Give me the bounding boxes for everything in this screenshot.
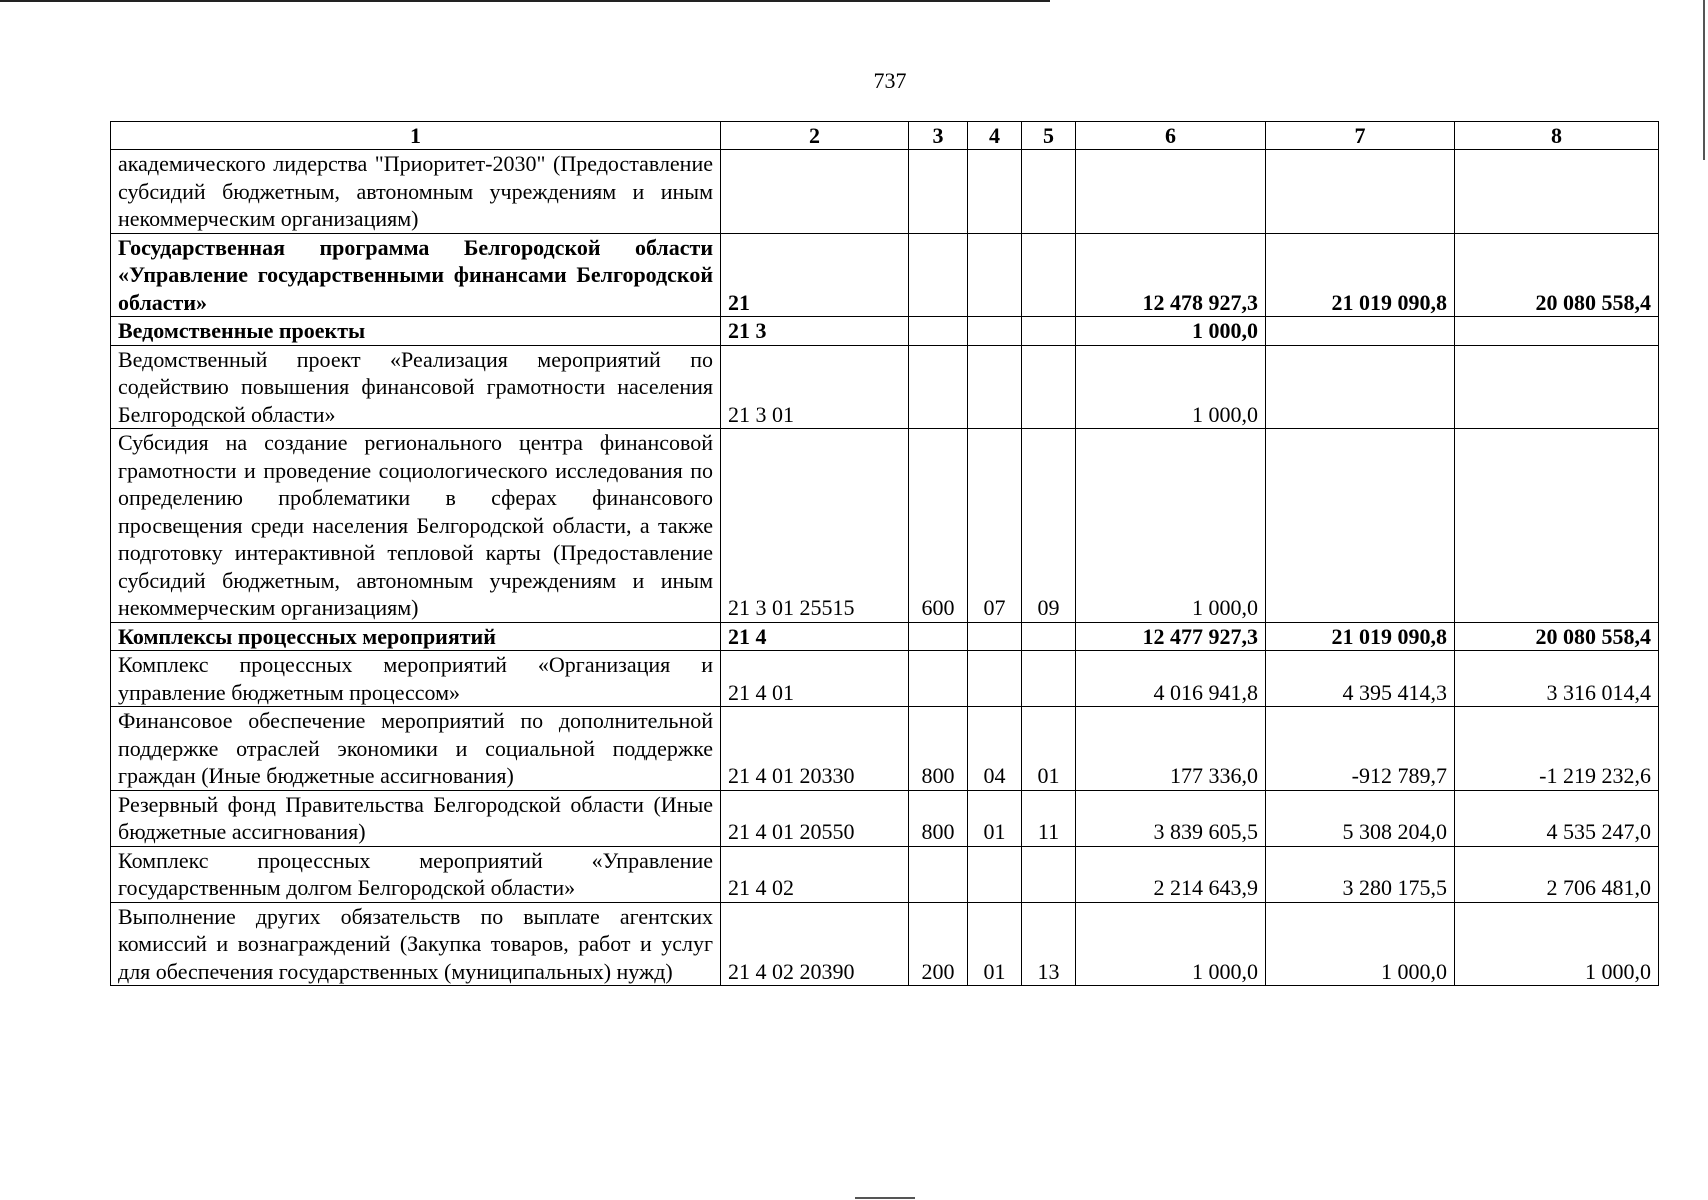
amount-col6: 3 839 605,5 <box>1076 790 1266 846</box>
table-row <box>111 902 1659 986</box>
table-row <box>111 707 1659 791</box>
amount-col8: 1 000,0 <box>1455 902 1659 986</box>
top-rule <box>0 0 1050 2</box>
classification-code <box>721 150 909 234</box>
subsection <box>1022 622 1076 651</box>
expense-type <box>909 233 968 317</box>
expense-type: 800 <box>909 790 968 846</box>
item-name: Ведомственные проекты <box>111 317 721 346</box>
bottom-rule <box>855 1197 915 1199</box>
amount-col7: 21 019 090,8 <box>1266 233 1455 317</box>
subsection: 09 <box>1022 429 1076 623</box>
expense-type <box>909 150 968 234</box>
item-name: Комплекс процессных мероприятий «Организация и управление бюджетным процессом» <box>111 651 721 707</box>
item-name: Выполнение других обязательств по выплате агентских комиссий и вознаграждений (Закупка товаров, работ и услуг для обеспечения государственных (муниципальных) нужд) <box>111 902 721 986</box>
header-cell: 5 <box>1022 122 1076 150</box>
item-name: Комплексы процессных мероприятий <box>111 622 721 651</box>
subsection <box>1022 846 1076 902</box>
classification-code: 21 3 01 25515 <box>721 429 909 623</box>
classification-code: 21 3 01 <box>721 345 909 429</box>
section <box>968 345 1022 429</box>
expense-type <box>909 317 968 346</box>
table-row <box>111 846 1659 902</box>
amount-col6: 177 336,0 <box>1076 707 1266 791</box>
table-row <box>111 622 1659 651</box>
classification-code: 21 3 <box>721 317 909 346</box>
item-name: Резервный фонд Правительства Белгородской области (Иные бюджетные ассигнования) <box>111 790 721 846</box>
section <box>968 622 1022 651</box>
expense-type: 200 <box>909 902 968 986</box>
classification-code: 21 4 01 20330 <box>721 707 909 791</box>
section: 07 <box>968 429 1022 623</box>
subsection: 01 <box>1022 707 1076 791</box>
table-row <box>111 150 1659 234</box>
subsection <box>1022 651 1076 707</box>
section <box>968 651 1022 707</box>
classification-code: 21 <box>721 233 909 317</box>
classification-code: 21 4 01 <box>721 651 909 707</box>
subsection <box>1022 233 1076 317</box>
amount-col7 <box>1266 345 1455 429</box>
amount-col6: 2 214 643,9 <box>1076 846 1266 902</box>
amount-col6: 1 000,0 <box>1076 317 1266 346</box>
amount-col6: 12 477 927,3 <box>1076 622 1266 651</box>
amount-col8: 3 316 014,4 <box>1455 651 1659 707</box>
section <box>968 150 1022 234</box>
amount-col6 <box>1076 150 1266 234</box>
table-row <box>111 317 1659 346</box>
budget-table <box>110 121 1659 986</box>
subsection: 13 <box>1022 902 1076 986</box>
table-row <box>111 429 1659 623</box>
section: 01 <box>968 790 1022 846</box>
amount-col8 <box>1455 150 1659 234</box>
amount-col8 <box>1455 429 1659 623</box>
header-row <box>111 122 1659 150</box>
amount-col7: -912 789,7 <box>1266 707 1455 791</box>
amount-col8: 20 080 558,4 <box>1455 233 1659 317</box>
expense-type <box>909 846 968 902</box>
item-name: Субсидия на создание регионального центра финансовой грамотности и проведение социологического исследования по определению проблематики в сферах финансового просвещения среди населения Белгородской области, а также подготовку интерактивной тепловой карты (Предоставление субсидий бюджетным, автономным учреждениям и иным некоммерческим организациям) <box>111 429 721 623</box>
table-row <box>111 651 1659 707</box>
item-name: академического лидерства "Приоритет-2030" (Предоставление субсидий бюджетным, автономным учреждениям и иным некоммерческим организациям) <box>111 150 721 234</box>
section <box>968 233 1022 317</box>
expense-type <box>909 622 968 651</box>
item-name: Комплекс процессных мероприятий «Управление государственным долгом Белгородской области» <box>111 846 721 902</box>
header-cell: 8 <box>1455 122 1659 150</box>
header-cell: 1 <box>111 122 721 150</box>
amount-col6: 4 016 941,8 <box>1076 651 1266 707</box>
item-name: Ведомственный проект «Реализация мероприятий по содействию повышения финансовой грамотности населения Белгородской области» <box>111 345 721 429</box>
amount-col7: 1 000,0 <box>1266 902 1455 986</box>
amount-col8: 2 706 481,0 <box>1455 846 1659 902</box>
table-row <box>111 233 1659 317</box>
expense-type <box>909 651 968 707</box>
amount-col8 <box>1455 317 1659 346</box>
classification-code: 21 4 01 20550 <box>721 790 909 846</box>
header-cell: 4 <box>968 122 1022 150</box>
amount-col7: 5 308 204,0 <box>1266 790 1455 846</box>
amount-col7: 21 019 090,8 <box>1266 622 1455 651</box>
classification-code: 21 4 <box>721 622 909 651</box>
amount-col8: 20 080 558,4 <box>1455 622 1659 651</box>
section: 01 <box>968 902 1022 986</box>
amount-col8: -1 219 232,6 <box>1455 707 1659 791</box>
classification-code: 21 4 02 <box>721 846 909 902</box>
section <box>968 317 1022 346</box>
header-cell: 6 <box>1076 122 1266 150</box>
subsection <box>1022 345 1076 429</box>
amount-col6: 12 478 927,3 <box>1076 233 1266 317</box>
amount-col8 <box>1455 345 1659 429</box>
amount-col6: 1 000,0 <box>1076 429 1266 623</box>
table-row <box>111 790 1659 846</box>
section: 04 <box>968 707 1022 791</box>
amount-col7 <box>1266 317 1455 346</box>
expense-type: 600 <box>909 429 968 623</box>
item-name: Финансовое обеспечение мероприятий по дополнительной поддержке отраслей экономики и социальной поддержке граждан (Иные бюджетные ассигнования) <box>111 707 721 791</box>
amount-col6: 1 000,0 <box>1076 345 1266 429</box>
subsection <box>1022 317 1076 346</box>
classification-code: 21 4 02 20390 <box>721 902 909 986</box>
expense-type <box>909 345 968 429</box>
table-body <box>111 150 1659 986</box>
subsection: 11 <box>1022 790 1076 846</box>
item-name: Государственная программа Белгородской области «Управление государственными финансами Белгородской области» <box>111 233 721 317</box>
amount-col6: 1 000,0 <box>1076 902 1266 986</box>
amount-col7: 3 280 175,5 <box>1266 846 1455 902</box>
header-cell: 2 <box>721 122 909 150</box>
page-number: 737 <box>873 68 907 93</box>
section <box>968 846 1022 902</box>
subsection <box>1022 150 1076 234</box>
table-row <box>111 345 1659 429</box>
amount-col7 <box>1266 429 1455 623</box>
expense-type: 800 <box>909 707 968 791</box>
amount-col7: 4 395 414,3 <box>1266 651 1455 707</box>
header-cell: 7 <box>1266 122 1455 150</box>
header-cell: 3 <box>909 122 968 150</box>
amount-col7 <box>1266 150 1455 234</box>
amount-col8: 4 535 247,0 <box>1455 790 1659 846</box>
